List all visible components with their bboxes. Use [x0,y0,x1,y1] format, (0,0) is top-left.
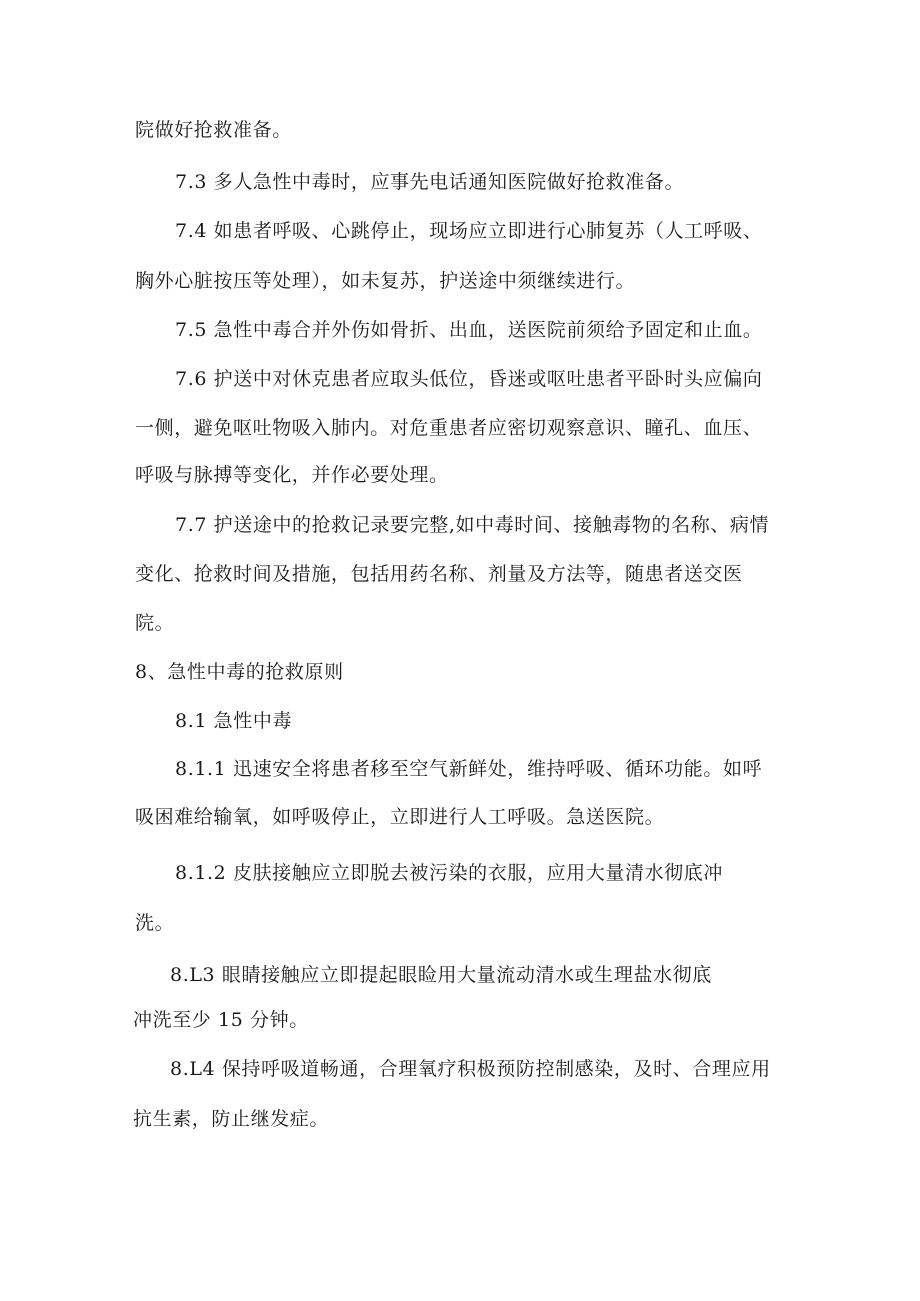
text-line: 洗。 [135,912,175,934]
text-line: 胸外心脏按压等处理），如未复苏，护送途中须继续进行。 [135,270,636,292]
text-line: 7.3 多人急性中毒时，应事先电话通知医院做好抢救准备。 [175,171,685,193]
text-line: 8.L3 眼睛接触应立即提起眼睑用大量流动清水或生理盐水彻底 [170,964,712,986]
text-line: 8.L4 保持呼吸道畅通，合理氧疗积极预防控制感染，及时、合理应用 [170,1058,771,1080]
text-line: 7.6 护送中对休克患者应取头低位，昏迷或呕吐患者平卧时头应偏向 [175,368,763,390]
text-line: 7.7 护送途中的抢救记录要完整,如中毒时间、接触毒物的名称、病情 [175,514,770,536]
text-line: 呼吸与脉搏等变化，并作必要处理。 [135,464,449,486]
text-line: 冲洗至少 15 分钟。 [133,1009,309,1031]
text-line: 8.1.2 皮肤接触应立即脱去被污染的衣服，应用大量清水彻底冲 [175,862,723,884]
text-line: 7.5 急性中毒合并外伤如骨折、出血，送医院前须给予固定和止血。 [175,319,763,341]
text-line: 吸困难给输氧，如呼吸停止，立即进行人工呼吸。急送医院。 [135,806,665,828]
text-line: 8.1.1 迅速安全将患者移至空气新鲜处，维持呼吸、循环功能。如呼 [175,758,763,780]
section-heading: 8、急性中毒的抢救原则 [135,661,344,683]
text-line: 一侧，避免呕吐物吸入肺内。对危重患者应密切观察意识、瞳孔、血压、 [135,417,763,439]
text-line: 7.4 如患者呼吸、心跳停止，现场应立即进行心肺复苏（人工呼吸、 [175,220,763,242]
subsection-heading: 8.1 急性中毒 [175,710,293,732]
text-line: 变化、抢救时间及措施，包括用药名称、剂量及方法等，随患者送交医 [135,563,743,585]
text-line: 院。 [135,612,175,634]
text-line: 院做好抢救准备。 [135,119,292,141]
text-line: 抗生素，防止继发症。 [133,1108,330,1130]
